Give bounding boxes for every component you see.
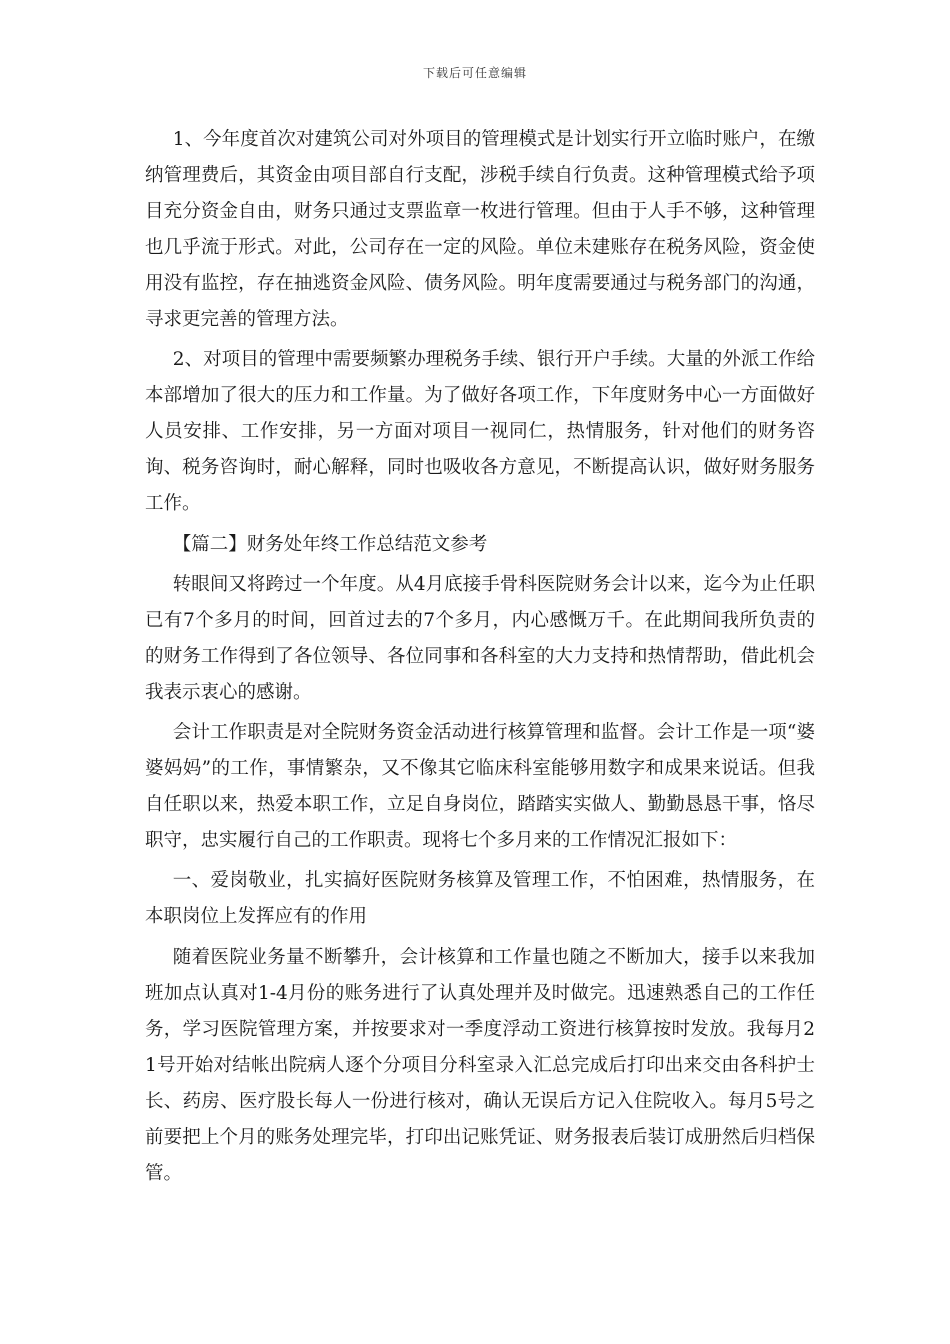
paragraph-accounting-duties: 会计工作职责是对全院财务资金活动进行核算管理和监督。会计工作是一项“婆婆妈妈”的工作，事情繁杂，又不像其它临床科室能够用数字和成果来说话。但我自任职以来，热爱本职工作，立足自身岗位，踏踏实实做人、勤勤恳恳干事，恪尽职守，忠实履行自己的工作职责。现将七个多月来的工作情况汇报如下： xyxy=(145,722,815,852)
document-body xyxy=(145,122,815,1196)
paragraph-subheading-one: 一、爱岗敬业，扎实搞好医院财务核算及管理工作，不怕困难，热情服务，在本职岗位上发挥应有的作用 xyxy=(145,870,815,928)
paragraph-item-2-project-management: 2、对项目的管理中需要频繁办理税务手续、银行开户手续。大量的外派工作给本部增加了很大的压力和工作量。为了做好各项工作，下年度财务中心一方面做好人员安排、工作安排，另一方面对项目一视同仁，热情服务，针对他们的财务咨询、税务咨询时，耐心解释，同时也吸收各方意见，不断提高认识，做好财务服务工作。 xyxy=(145,349,815,515)
paragraph-item-1-project-mode: 1、今年度首次对建筑公司对外项目的管理模式是计划实行开立临时账户，在缴纳管理费后，其资金由项目部自行支配，涉税手续自行负责。这种管理模式给予项目充分资金自由，财务只通过支票监章一枚进行管理。但由于人手不够，这种管理也几乎流于形式。对此，公司存在一定的风险。单位未建账存在税务风险，资金使用没有监控，存在抽逃资金风险、债务风险。明年度需要通过与税务部门的沟通，寻求更完善的管理方法。 xyxy=(145,129,815,330)
paragraph-workload: 随着医院业务量不断攀升，会计核算和工作量也随之不断加大，接手以来我加班加点认真对1-4月份的账务进行了认真处理并及时做完。迅速熟悉自己的工作任务，学习医院管理方案，并按要求对一季度浮动工资进行核算按时发放。我每月21号开始对结帐出院病人逐个分项目分科室录入汇总完成后打印出来交由各科护士长、药房、医疗股长每人一份进行核对，确认无误后方记入住院收入。每月5号之前要把上个月的账务处理完毕，打印出记账凭证、财务报表后装订成册然后归档保管。 xyxy=(145,946,815,1184)
page-header-note: 下载后可任意编辑 xyxy=(422,66,527,80)
paragraph-intro: 转眼间又将跨过一个年度。从4月底接手骨科医院财务会计以来，迄今为止任职已有7个多月的时间，回首过去的7个多月，内心感慨万千。在此期间我所负责的的财务工作得到了各位领导、各位同事和各科室的大力支持和热情帮助，借此机会我表示衷心的感谢。 xyxy=(145,573,815,703)
section-heading-part-two: 【篇二】财务处年终工作总结范文参考 xyxy=(172,533,488,555)
